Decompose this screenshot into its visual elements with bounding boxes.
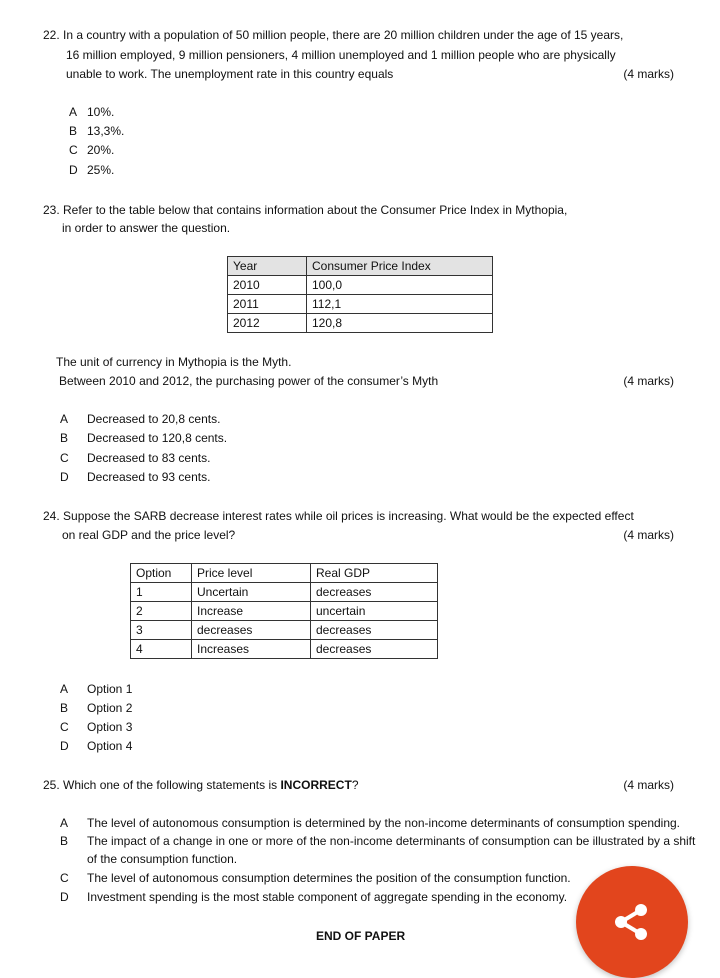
option-text: Decreased to 93 cents. — [87, 470, 211, 484]
option-letter: D — [60, 470, 69, 484]
option-letter: D — [69, 163, 78, 177]
option-letter: A — [69, 105, 78, 119]
option-text: The level of autonomous consumption determines the position of the consumption function. — [87, 871, 571, 885]
table-cell: 112,1 — [307, 295, 493, 314]
table-cell: Increase — [192, 602, 311, 621]
table-header: Year — [228, 257, 307, 276]
table-cell: 2012 — [228, 314, 307, 333]
q25-line-1 — [43, 777, 359, 793]
option-letter: B — [69, 124, 78, 138]
table-row — [228, 276, 493, 295]
table-cell: 1 — [131, 583, 192, 602]
q24-line-1: 24. Suppose the SARB decrease interest rates while oil prices is increasing. What would be the expected effect — [43, 509, 634, 523]
option-letter: B — [60, 701, 69, 715]
q23-line-2: in order to answer the question. — [62, 221, 231, 235]
table-header: Price level — [192, 564, 311, 583]
q22-line-1: 22. In a country with a population of 50 million people, there are 20 million children under the age of 15 years, — [43, 28, 624, 42]
table-cell: Increases — [192, 640, 311, 659]
option-text: Decreased to 120,8 cents. — [87, 431, 228, 445]
option-text: 20%. — [87, 143, 115, 157]
option-text: Investment spending is the most stable component of aggregate spending in the economy. — [87, 890, 568, 904]
q23-note: The unit of currency in Mythopia is the Myth. — [56, 355, 292, 369]
option-letter: A — [60, 816, 69, 830]
table-header: Option — [131, 564, 192, 583]
table-row — [131, 602, 438, 621]
q23-line-1: 23. Refer to the table below that contains information about the Consumer Price Index in Mythopia, — [43, 203, 568, 217]
q23-question: Between 2010 and 2012, the purchasing power of the consumer’s Myth — [59, 374, 439, 388]
option-text: 25%. — [87, 163, 115, 177]
table-row — [131, 640, 438, 659]
table-cell: Uncertain — [192, 583, 311, 602]
table-row — [228, 295, 493, 314]
q23-marks: (4 marks) — [623, 374, 674, 388]
table-cell: 2011 — [228, 295, 307, 314]
option-text: 10%. — [87, 105, 115, 119]
table-row — [228, 314, 493, 333]
q25-suffix: ? — [351, 778, 359, 792]
option-text: The level of autonomous consumption is determined by the non-income determinants of consumption spending. — [87, 816, 681, 830]
table-cell: 2010 — [228, 276, 307, 295]
cpi-table — [227, 256, 493, 333]
q22-marks: (4 marks) — [623, 67, 674, 81]
table-cell: 3 — [131, 621, 192, 640]
options-table — [130, 563, 438, 659]
table-cell: uncertain — [311, 602, 438, 621]
option-text: Decreased to 83 cents. — [87, 451, 211, 465]
table-cell: decreases — [311, 621, 438, 640]
option-letter: D — [60, 890, 69, 904]
table-cell: 4 — [131, 640, 192, 659]
q24-line-2: on real GDP and the price level? — [62, 528, 236, 542]
table-header-row — [131, 564, 438, 583]
option-text: The impact of a change in one or more of the non-income determinants of consumption can be illustrated by a shift — [87, 834, 696, 848]
option-text-continued: of the consumption function. — [87, 852, 238, 866]
option-letter: C — [60, 871, 69, 885]
option-letter: C — [69, 143, 78, 157]
option-letter: B — [60, 431, 69, 445]
option-letter: A — [60, 412, 69, 426]
table-header: Real GDP — [311, 564, 438, 583]
table-cell: decreases — [311, 640, 438, 659]
share-button[interactable] — [576, 866, 688, 978]
table-header: Consumer Price Index — [307, 257, 493, 276]
q22-line-3: unable to work. The unemployment rate in this country equals — [66, 67, 394, 81]
table-cell: 2 — [131, 602, 192, 621]
table-row — [131, 621, 438, 640]
option-text: Decreased to 20,8 cents. — [87, 412, 221, 426]
table-cell: decreases — [192, 621, 311, 640]
option-letter: D — [60, 739, 69, 753]
q25-marks: (4 marks) — [623, 778, 674, 792]
share-icon — [612, 902, 652, 942]
q24-marks: (4 marks) — [623, 528, 674, 542]
q25-prefix: 25. Which one of the following statements is — [43, 778, 281, 792]
option-letter: C — [60, 451, 69, 465]
table-cell: 120,8 — [307, 314, 493, 333]
table-row — [131, 583, 438, 602]
q25-emphasis: INCORRECT — [280, 778, 352, 792]
option-text: Option 1 — [87, 682, 133, 696]
table-cell: decreases — [311, 583, 438, 602]
option-text: Option 2 — [87, 701, 133, 715]
q22-line-2: 16 million employed, 9 million pensioners, 4 million unemployed and 1 million people who are physically — [66, 48, 616, 62]
table-header-row — [228, 257, 493, 276]
option-letter: C — [60, 720, 69, 734]
option-letter: A — [60, 682, 69, 696]
option-text: Option 4 — [87, 739, 133, 753]
option-letter: B — [60, 834, 69, 848]
end-of-paper: END OF PAPER — [316, 929, 406, 943]
option-text: Option 3 — [87, 720, 133, 734]
table-cell: 100,0 — [307, 276, 493, 295]
option-text: 13,3%. — [87, 124, 125, 138]
